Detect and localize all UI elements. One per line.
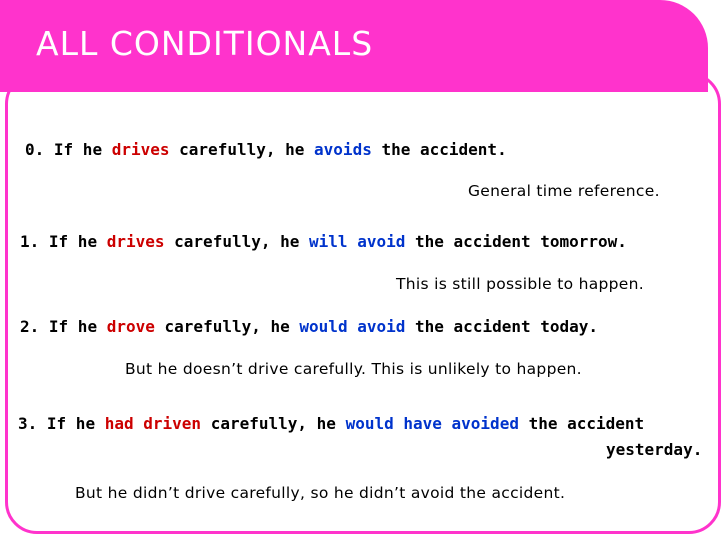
if-clause-verb: drove [106,317,155,336]
conditional-3-note: But he didn’t drive carefully, so he didn’t avoid the accident. [75,484,566,502]
main-clause-verb: would avoid [299,317,406,336]
main-clause-verb: will avoid [309,232,406,251]
if-clause-start: If he [48,232,98,251]
if-clause-verb: drives [111,140,170,159]
conditional-1-number: 1. [20,232,40,251]
main-clause-start: carefully, he [210,414,336,433]
main-clause-verb: avoids [314,140,372,159]
if-clause-verb: had driven [104,414,202,433]
sentence-end: the accident [528,414,645,433]
title-banner [0,0,708,92]
main-clause-start: carefully, he [164,317,290,336]
main-clause-start: carefully, he [179,140,305,159]
main-clause-verb: would have avoided [345,414,519,433]
conditional-3-sentence [18,414,644,433]
conditional-3-sentence-continued: yesterday. [606,440,703,459]
sentence-end: the accident today. [415,317,599,336]
if-clause-start: If he [53,140,103,159]
sentence-end: the accident. [381,140,507,159]
conditional-2-number: 2. [20,317,40,336]
if-clause-start: If he [46,414,96,433]
conditional-2-note: But he doesn’t drive carefully. This is unlikely to happen. [125,360,582,378]
if-clause-verb: drives [106,232,165,251]
conditional-1-note: This is still possible to happen. [396,275,644,293]
if-clause-start: If he [48,317,98,336]
conditional-0-note: General time reference. [468,182,660,200]
conditional-2-sentence [20,317,598,336]
conditional-0-sentence [25,140,507,159]
conditional-1-sentence [20,232,627,251]
sentence-end: the accident tomorrow. [415,232,627,251]
slide-title: ALL CONDITIONALS [36,24,374,63]
conditional-0-number: 0. [25,140,45,159]
main-clause-start: carefully, he [174,232,300,251]
conditional-3-number: 3. [18,414,38,433]
